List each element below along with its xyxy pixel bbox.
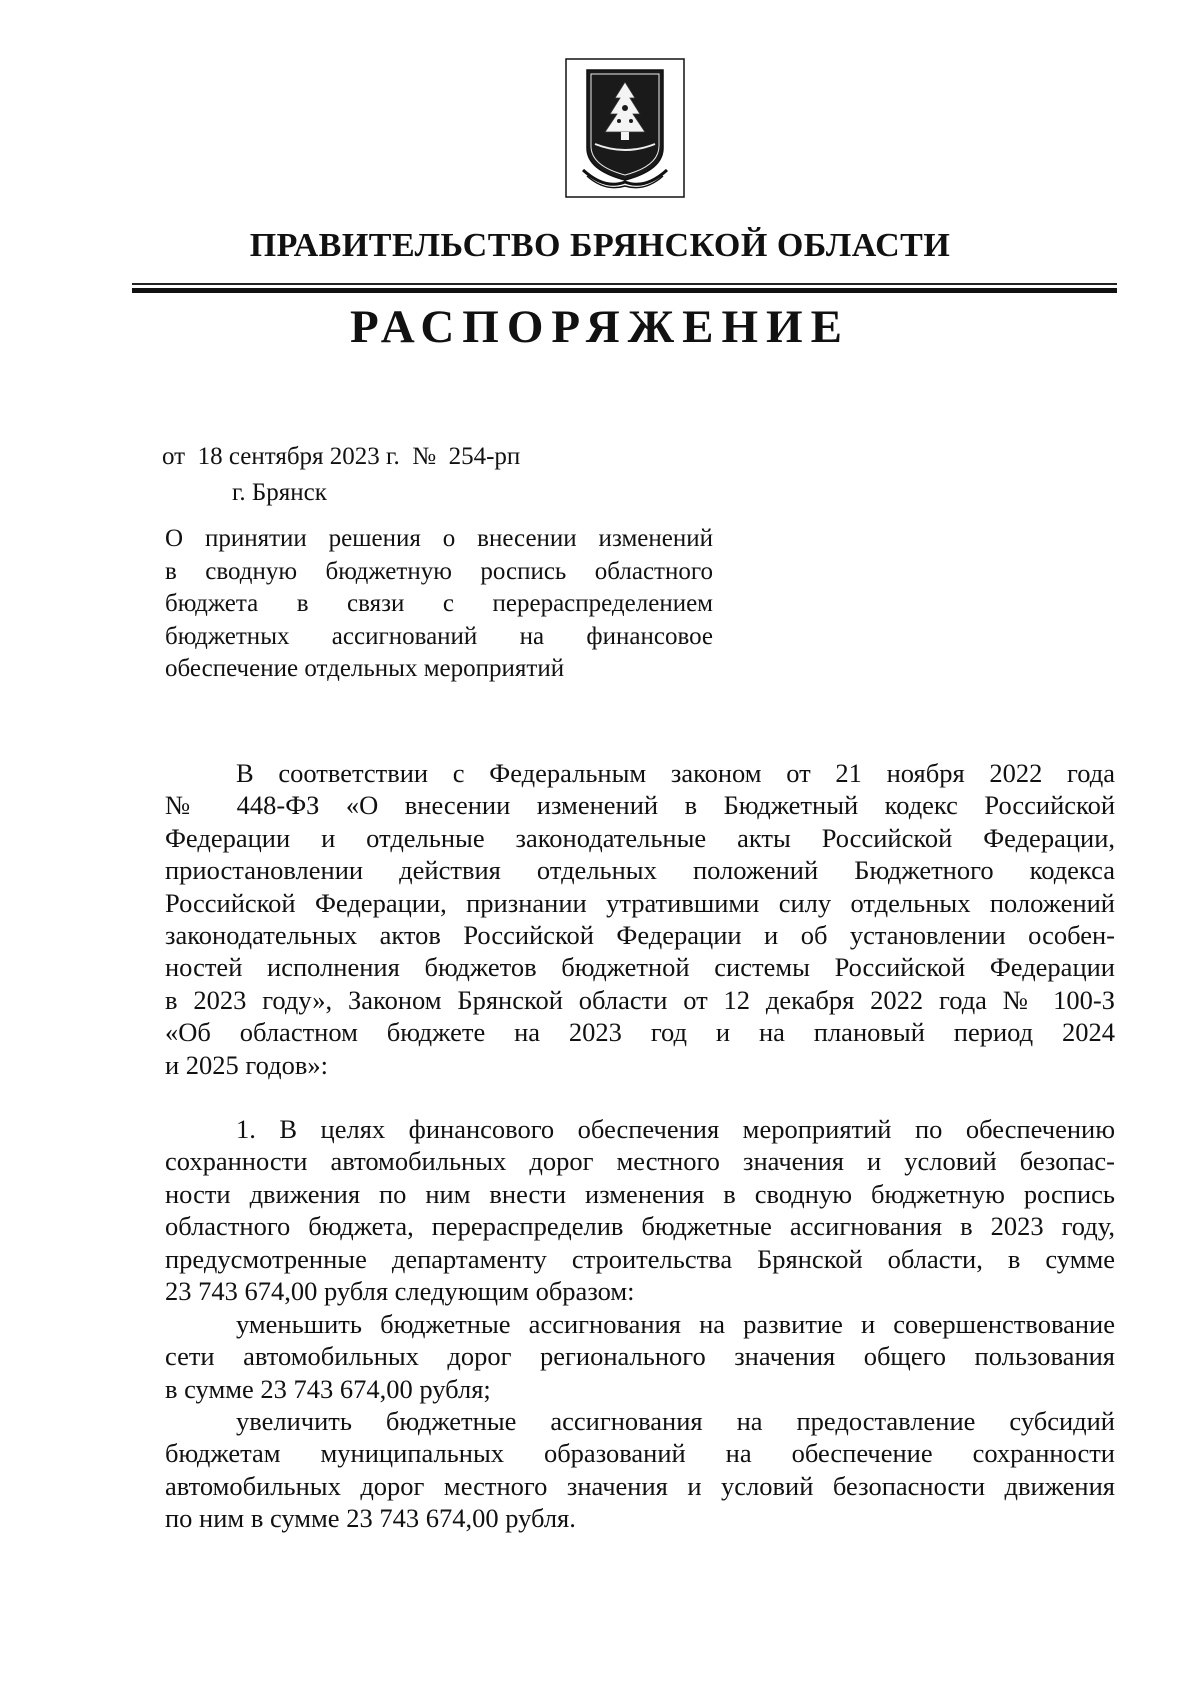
text-line: по ним в сумме 23 743 674,00 рубля. <box>165 1503 576 1534</box>
text-line: «Об областном бюджете на 2023 год и на плановый период 2024 <box>165 1017 1115 1048</box>
text-line: увеличить бюджетные ассигнования на предоставление субсидий <box>236 1406 1115 1436</box>
subject-line: обеспечение отдельных мероприятий <box>165 655 565 682</box>
text-line: ности движения по ним внести изменения в сводную бюджетную роспись <box>165 1178 1115 1209</box>
preamble-paragraph <box>165 757 1115 1081</box>
text-line: 1. В целях финансового обеспечения мероприятий по обеспечению <box>236 1114 1115 1144</box>
text-line: бюджетам муниципальных образований на обеспечение сохранности <box>165 1438 1115 1469</box>
document-subject <box>165 523 713 686</box>
coat-of-arms-icon <box>565 58 685 198</box>
text-line: автомобильных дорог местного значения и условий безопасности движения <box>165 1470 1115 1501</box>
text-line: областного бюджета, перераспределив бюджетные ассигнования в 2023 году, <box>165 1211 1115 1242</box>
subject-line: бюджета в связи с перераспределением <box>165 590 713 617</box>
decrease-paragraph <box>165 1308 1115 1405</box>
increase-paragraph <box>165 1405 1115 1535</box>
header-divider-thin <box>132 283 1117 285</box>
subject-line: в сводную бюджетную роспись областного <box>165 557 713 585</box>
text-line: № 448-ФЗ «О внесении изменений в Бюджетный кодекс Российской <box>165 790 1115 821</box>
authority-title: ПРАВИТЕЛЬСТВО БРЯНСКОЙ ОБЛАСТИ <box>249 227 951 264</box>
document-date-number: от 18 сентября 2023 г. № 254-рп <box>162 443 521 470</box>
text-line: сети автомобильных дорог регионального значения общего пользования <box>165 1341 1115 1372</box>
document-city: г. Брянск <box>232 479 327 506</box>
text-line: и 2025 годов»: <box>165 1049 328 1080</box>
item-1-paragraph <box>165 1113 1115 1307</box>
document-type-title: РАСПОРЯЖЕНИЕ <box>350 301 850 353</box>
text-line: законодательных актов Российской Федерации и об установлении особен- <box>165 920 1115 951</box>
header-divider-thick <box>132 288 1117 293</box>
text-line: ностей исполнения бюджетов бюджетной системы Российской Федерации <box>165 952 1115 983</box>
text-line: сохранности автомобильных дорог местного значения и условий безопас- <box>165 1146 1115 1177</box>
text-line: приостановлении действия отдельных положений Бюджетного кодекса <box>165 855 1115 886</box>
text-line: предусмотренные департаменту строительства Брянской области, в сумме <box>165 1243 1115 1274</box>
text-line: в 2023 году», Законом Брянской области от 12 декабря 2022 года № 100-З <box>165 984 1115 1015</box>
subject-line: О принятии решения о внесении изменений <box>165 525 713 552</box>
text-line: уменьшить бюджетные ассигнования на развитие и совершенствование <box>236 1309 1115 1339</box>
text-line: 23 743 674,00 рубля следующим образом: <box>165 1276 635 1307</box>
subject-line: бюджетных ассигнований на финансовое <box>165 622 713 650</box>
text-line: в сумме 23 743 674,00 рубля; <box>165 1373 491 1404</box>
text-line: Федерации и отдельные законодательные акты Российской Федерации, <box>165 822 1115 853</box>
text-line: В соответствии с Федеральным законом от 21 ноября 2022 года <box>236 758 1115 788</box>
text-line: Российской Федерации, признании утратившими силу отдельных положений <box>165 887 1115 918</box>
